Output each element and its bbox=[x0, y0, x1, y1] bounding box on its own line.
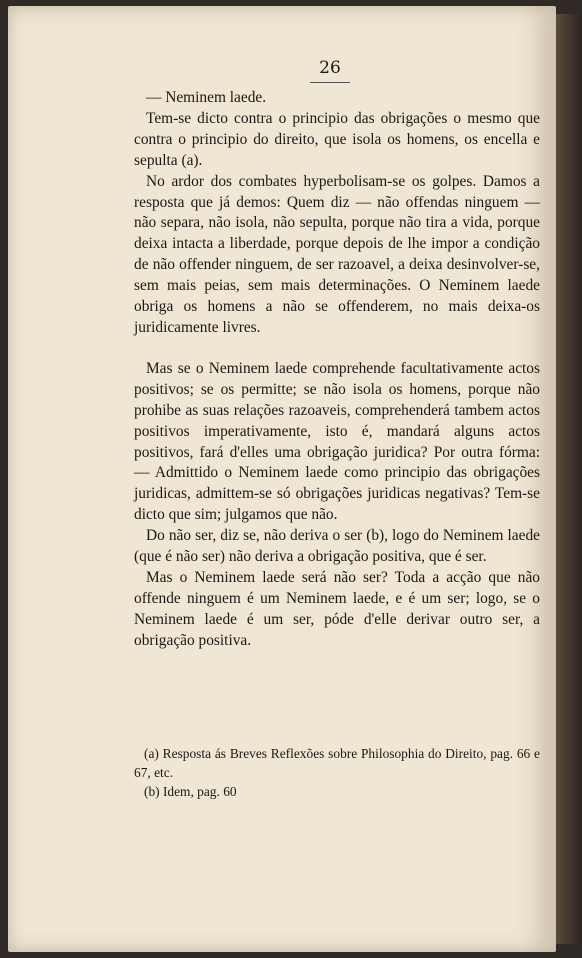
footnotes bbox=[134, 744, 540, 801]
page-number: 26 bbox=[319, 58, 341, 78]
paragraph: Mas se o Neminem laede comprehende facultativamente actos positivos; se os permitte; se não isola os homens, porque não prohibe as suas relações razoaveis, comprehenderá tambem actos positivos imperativamente, isto é, mandará alguns actos positivos, fará d'elles uma obrigação juridica? Por outra fórma: — Admittido o Neminem laede como principio das obrigações juridicas, admittem-se só obrigações juridicas negativas? Tem-se dicto que sim; julgamos que não. bbox=[134, 359, 540, 524]
footnote: (a) Resposta ás Breves Reflexões sobre Philosophia do Direito, pag. 66 e 67, etc. bbox=[134, 746, 540, 780]
paragraph: Mas o Neminem laede será não ser? Toda a acção que não offende ninguem é um Neminem laede, e é um ser; logo, se o Neminem laede é um ser, póde d'elle derivar outro ser, a obrigação positiva. bbox=[134, 568, 540, 649]
page-number-rule bbox=[310, 82, 350, 83]
paragraph: Tem-se dicto contra o principio das obrigações o mesmo que contra o principio do direito, que isola os homens, os encella e sepulta (a). bbox=[134, 109, 540, 169]
paragraph: Do não ser, diz se, não deriva o ser (b), logo do Neminem laede (que é não ser) não deriva a obrigação positiva, que é ser. bbox=[134, 527, 540, 566]
footnote: (b) Idem, pag. 60 bbox=[144, 784, 237, 799]
paragraph: No ardor dos combates hyperbolisam-se os golpes. Damos a resposta que já demos: Quem diz — não offendas ninguem — não separa, não isola, não sepulta, porque não tira a vida, porque deixa intacta a liberdade, porque depois de lhe impor a condição de não offender ninguem, de ser razoavel, a deixa desinvolver-se, sem mais peias, sem mais determinações. O Neminem laede obriga os homens a não se offenderem, no mais deixa-os juridicamente livres. bbox=[134, 172, 540, 336]
main-text bbox=[134, 88, 540, 652]
paragraph: — Neminem laede. bbox=[146, 89, 267, 106]
page-edge bbox=[556, 14, 582, 944]
